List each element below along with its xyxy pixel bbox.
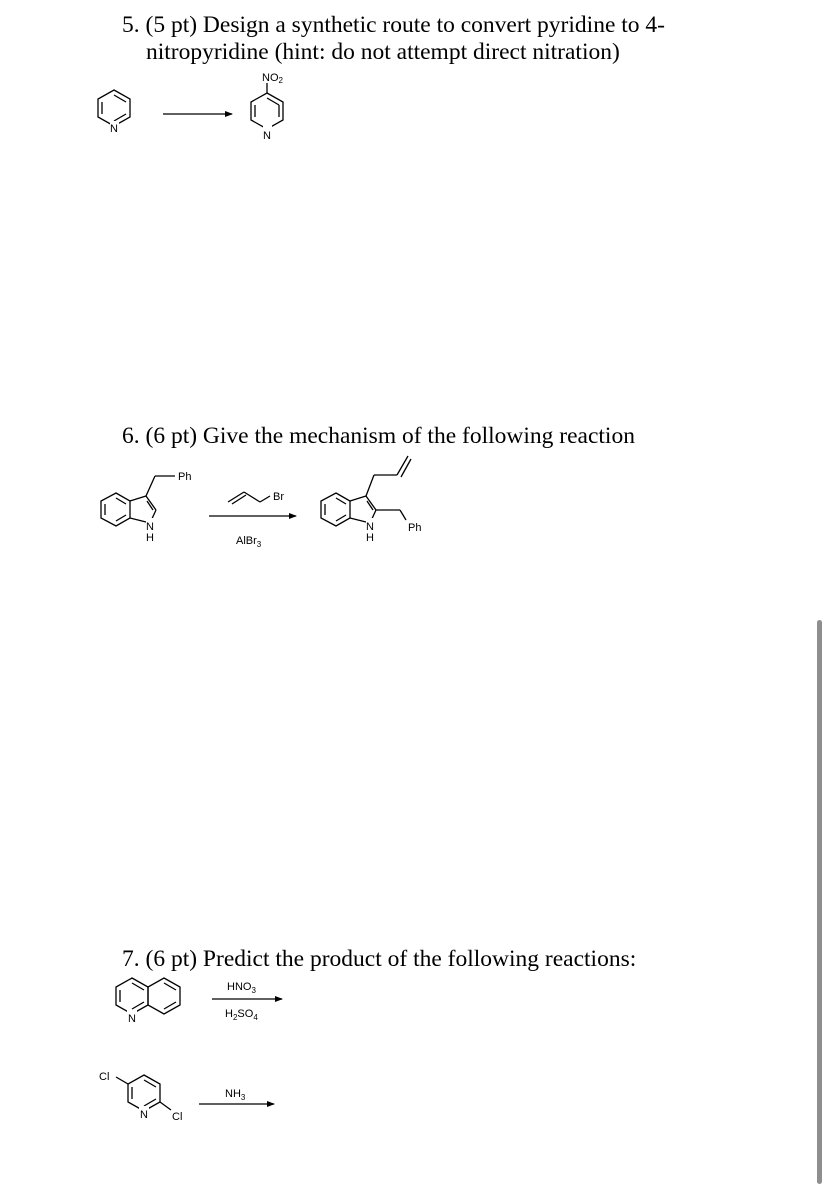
allyl-bromide-structure	[228, 491, 284, 504]
nitro-group-label: NO2	[262, 72, 283, 85]
dichloropyridine-structure	[99, 1071, 182, 1123]
sulfuric-acid-label: $H_2SO_4$	[225, 1008, 258, 1022]
nitropyridine-structure	[251, 72, 284, 142]
catalyst-label: AlBr$_3$	[236, 535, 262, 549]
question-5-line-1: 5. (5 pt) Design a synthetic route to convert pyridine to 4-	[122, 12, 665, 38]
ammonia-label: $NH_3$	[225, 1088, 246, 1102]
nitropyridine-nitrogen-label: N	[263, 130, 271, 142]
indole-reactant-structure	[101, 471, 191, 544]
chlorine-bottom-label: Cl	[172, 1111, 183, 1123]
reactant-hydrogen-label: H	[146, 532, 154, 544]
quinoline-nitrogen-label: N	[128, 1013, 136, 1025]
question-6-title: 6. (6 pt) Give the mechanism of the following reaction	[122, 423, 635, 449]
reactant-phenyl-label: Ph	[178, 471, 192, 483]
bromine-label: Br	[273, 491, 284, 503]
indole-product-structure	[321, 456, 421, 544]
question-7-title: 7. (6 pt) Predict the product of the following reactions:	[122, 946, 637, 972]
chlorine-top-label: Cl	[99, 1071, 110, 1083]
product-phenyl-label: Ph	[408, 522, 422, 534]
pyridine-nitrogen-label: N	[110, 123, 118, 135]
quinoline-structure	[116, 978, 180, 1025]
reactant-nitrogen-label: N	[146, 521, 154, 533]
product-hydrogen-label: H	[366, 532, 374, 544]
nitric-acid-label: $HNO_3$	[227, 981, 256, 995]
dichloropyridine-nitrogen-label: N	[140, 1109, 148, 1121]
pyridine-structure	[98, 90, 130, 135]
product-nitrogen-label: N	[366, 521, 374, 533]
question-5-line-2: nitropyridine (hint: do not attempt direct nitration)	[146, 39, 620, 65]
vertical-scrollbar[interactable]	[817, 620, 822, 1184]
